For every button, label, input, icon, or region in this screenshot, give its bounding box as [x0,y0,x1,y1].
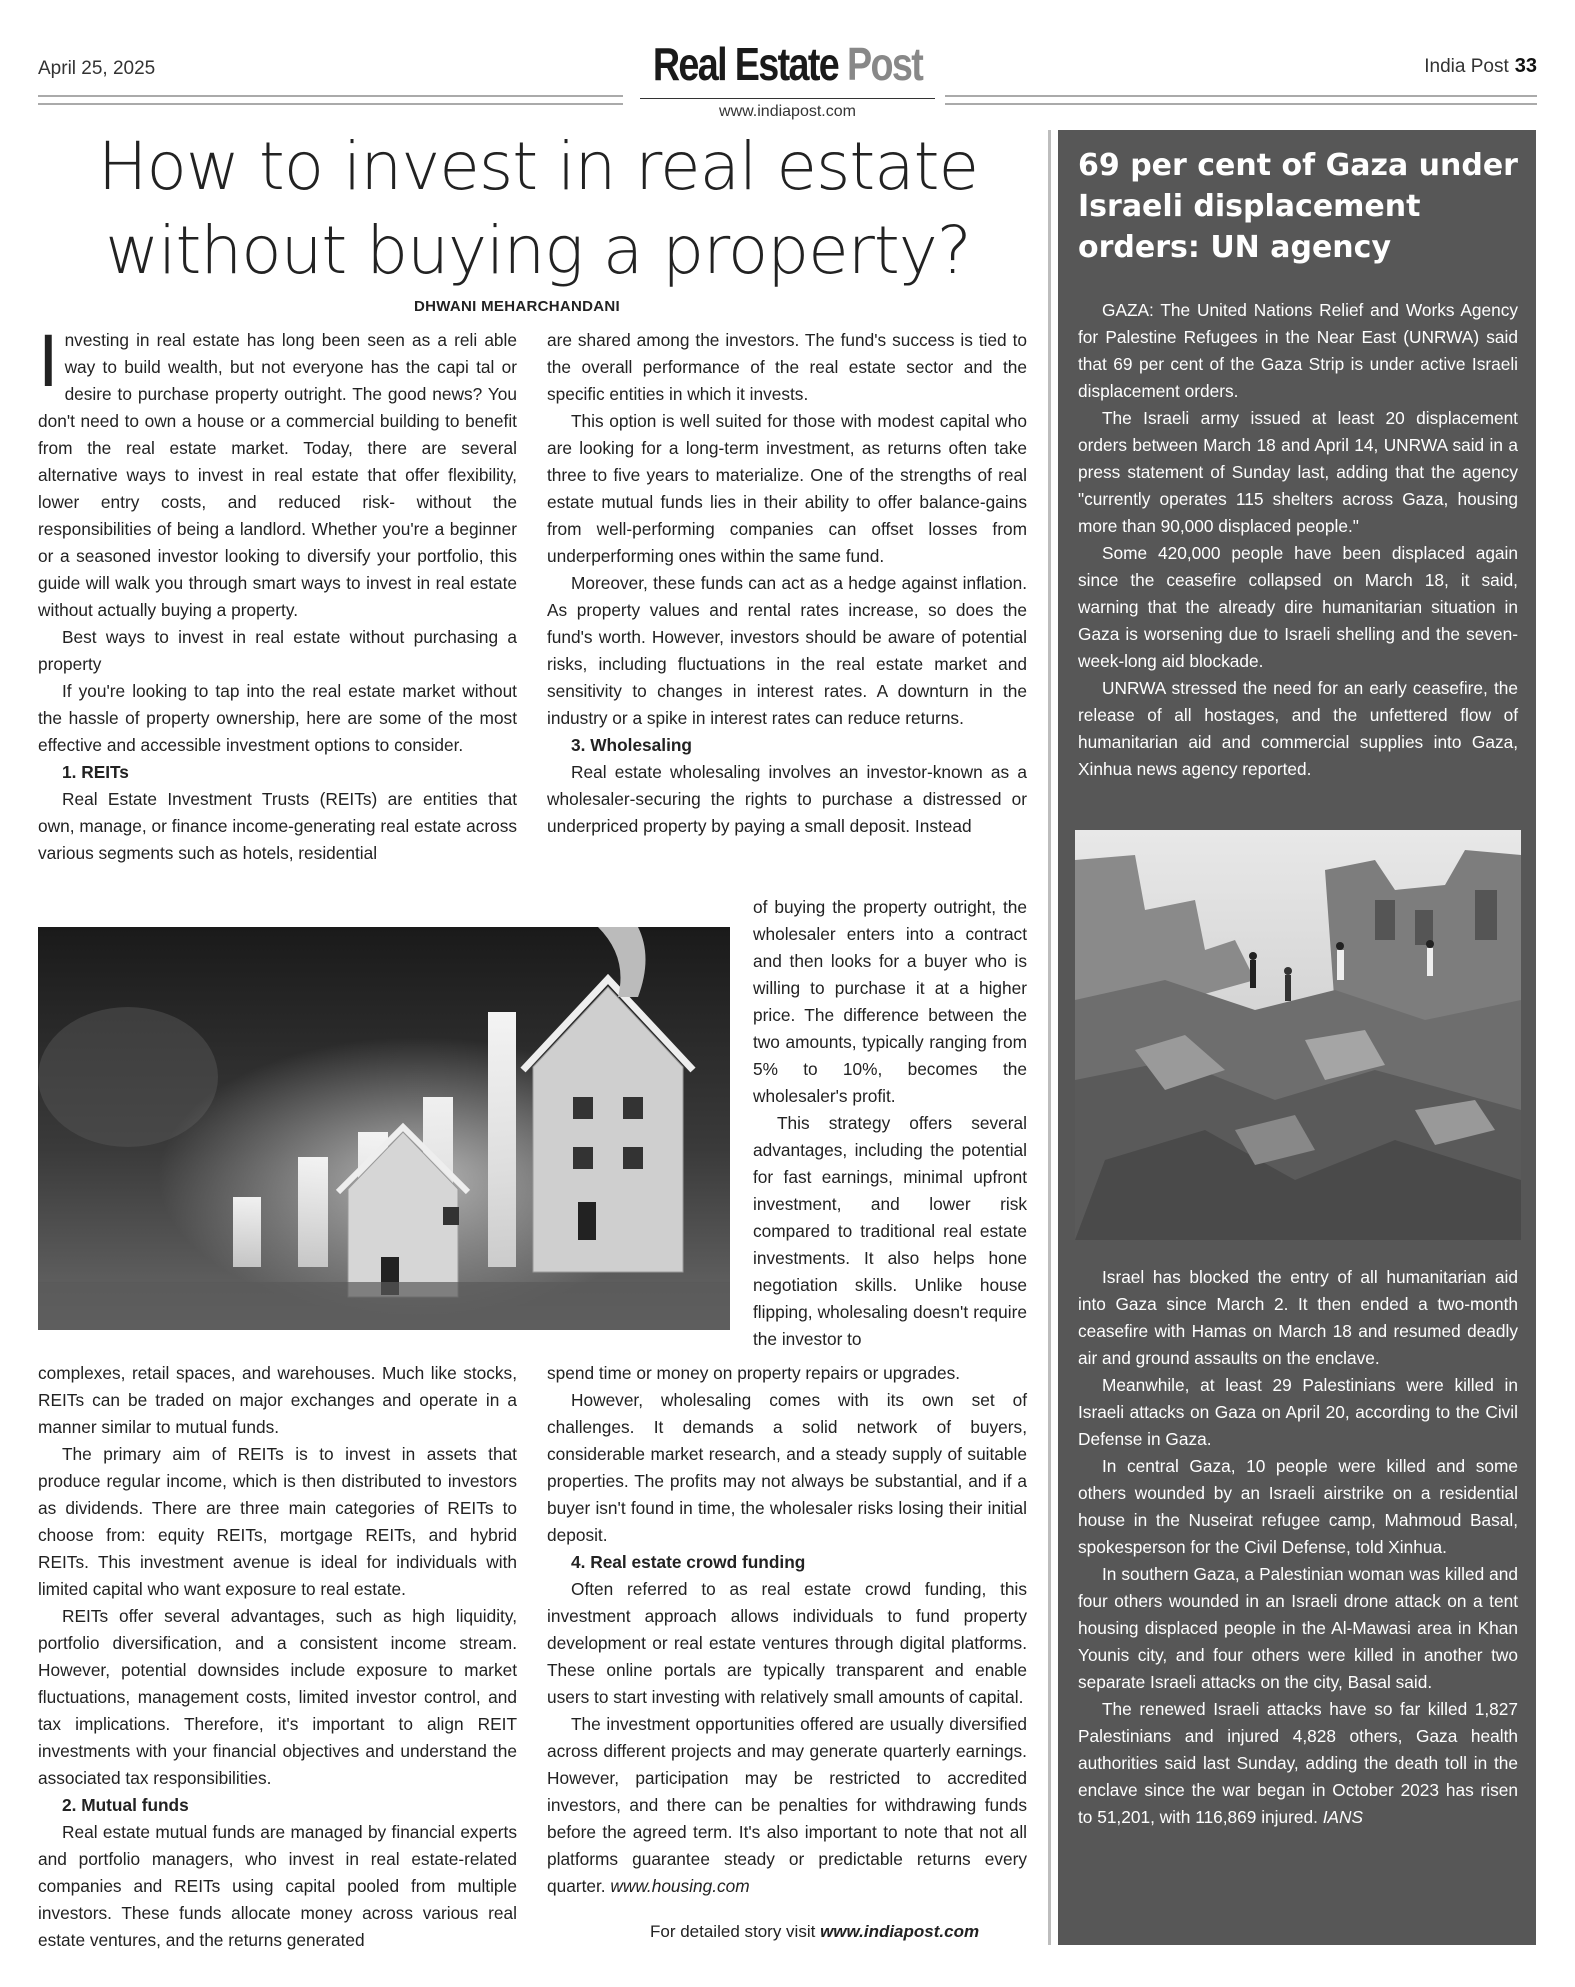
section-heading-mutual-funds: 2. Mutual funds [62,1795,189,1815]
houses-photo [38,927,730,1330]
section-heading-crowd-funding: 4. Real estate crowd funding [571,1552,806,1572]
footer-link[interactable] [650,1922,979,1942]
source-credit: www.housing.com [610,1876,750,1896]
article-column-2-narrow [753,894,1027,1353]
paragraph: spend time or money on property repairs or upgrades. [547,1363,961,1383]
article-column-2-bottom [547,1360,1027,1900]
masthead-text-secondary: Post [846,38,923,90]
page-number: 33 [1514,55,1537,77]
paragraph: nvesting in real estate has long been seen as a reli able way to build wealth, but not everyone has the capi tal or desire to purchase property outright. The good news? You don't need to own a house or a commercial building to benefit from the real estate market. Today, there are several alternative ways to invest in real estate that offer flexibility, lower entry costs, and reduced risk- without the responsibilities of being a landlord. Whether you're a beginner or a seasoned investor looking to diversify your portfolio, this guide will walk you through smart ways to invest in real estate without actually buying a property. [38,330,517,620]
footer-url[interactable]: www.indiapost.com [820,1922,980,1941]
paragraph: The Israeli army issued at least 20 displacement orders between March 18 and April 14, UNRWA said in a press statement of Sunday last, adding that the agency "currently operates 115 shelters across Gaza, housing more than 90,000 displaced people." [1078,408,1518,536]
sidebar-headline: 69 per cent of Gaza under Israeli displacement orders: UN agency [1078,148,1518,265]
publication-name: India Post [1424,56,1509,77]
paragraph-text: The investment opportunities offered are usually diversified across different projects and may generate quarterly earnings. However, participation may be restricted to accredited investors, and there can be penalties for withdrawing funds before the agreed term. It's also important to note that not all platforms guarantee steady or predictable returns every quarter. [547,1714,1027,1896]
article-column-1-bottom [38,1360,517,1954]
drop-cap: I [38,319,59,402]
paragraph: of buying the property outright, the wholesaler enters into a contract and then looks for a buyer who is willing to purchase it at a higher price. The difference between the two amounts, typically ranging from 5% to 10%, becomes the wholesaler's profit. [753,897,1027,1106]
paragraph: This strategy offers several advantages, including the potential for fast earnings, minimal upfront investment, and lower risk compared to traditional real estate investments. It also helps hone negotiation skills. Unlike house flipping, wholesaling doesn't require the investor to [753,1113,1027,1349]
header-url-link[interactable]: www.indiapost.com [640,98,935,121]
article-column-1-top [38,319,517,867]
article-title-line-2: without buying a property? [105,212,971,289]
byline: DHWANI MEHARCHANDANI [414,298,620,315]
rubble-scene-illustration [1075,830,1521,1240]
paragraph: Israel has blocked the entry of all humanitarian aid into Gaza since March 2. It then ended a two-month ceasefire with Hamas on March 18 and resumed deadly air and ground assaults on the enclave. [1078,1267,1518,1368]
paragraph: complexes, retail spaces, and warehouses. Much like stocks, REITs can be traded on major exchanges and operate in a manner similar to mutual funds. [38,1363,517,1437]
paragraph: UNRWA stressed the need for an early ceasefire, the release of all hostages, and the unfettered flow of humanitarian aid and commercial supplies into Gaza, Xinhua news agency reported. [1078,678,1518,779]
masthead-logo [634,34,942,94]
paragraph: Moreover, these funds can act as a hedge against inflation. As property values and rental rates increase, so does the fund's worth. However, investors should be aware of potential risks, including fluctuations in the real estate market and sensitivity to changes in interest rates. A downturn in the industry or a spike in interest rates can reduce returns. [547,573,1027,728]
paragraph: This option is well suited for those with modest capital who are looking for a long-term investment, as returns often take three to five years to materialize. One of the strengths of real estate mutual funds lies in their ability to offer balance-gains from well-performing companies can offset losses from underperforming ones within the same fund. [547,411,1027,566]
paragraph: In central Gaza, 10 people were killed and some others wounded by an Israeli airstrike on a residential house in the Nuseirat refugee camp, Mahmoud Basal, spokesperson for the Civil Defense, told Xinhua. [1078,1456,1518,1557]
paragraph: If you're looking to tap into the real estate market without the hassle of property ownership, here are some of the most effective and accessible investment options to consider. [38,681,517,755]
paragraph: However, wholesaling comes with its own set of challenges. It demands a solid network of buyers, considerable market research, and a steady supply of suitable properties. The profits may not always be substantial, and if a buyer isn't found in time, the wholesaler risks losing their initial deposit. [547,1390,1027,1545]
paragraph: In southern Gaza, a Palestinian woman was killed and four others wounded in an Israeli drone attack on a tent housing displaced people in the Al-Mawasi area in Khan Younis city, and four others were killed in another two separate Israeli attacks on the city, Basal said. [1078,1564,1518,1692]
sidebar-text-bottom [1078,1264,1518,1831]
column-divider [1048,130,1051,1945]
paragraph: REITs offer several advantages, such as high liquidity, portfolio diversification, and a consistent income stream. However, potential downsides include exposure to market fluctuations, management costs, limited investor control, and tax implications. Therefore, it's important to align REIT investments with your financial objectives and understand the associated tax responsibilities. [38,1606,517,1788]
paragraph: Some 420,000 people have been displaced again since the ceasefire collapsed on March 18, it said, warning that the already dire humanitarian situation in Gaza is worsening due to Israeli shelling and the seven-week-long aid blockade. [1078,543,1518,671]
houses-growth-illustration [38,927,730,1330]
paragraph: Meanwhile, at least 29 Palestinians were killed in Israeli attacks on Gaza on April 20, according to the Civil Defense in Gaza. [1078,1375,1518,1449]
page-info [1424,55,1537,78]
header-rule-left [38,95,623,105]
paragraph: The primary aim of REITs is to invest in assets that produce regular income, which is then distributed to investors as dividends. There are three main categories of REITs to choose from: equity REITs, mortgage REITs, and hybrid REITs. This investment avenue is ideal for individuals with limited capital who want exposure to real estate. [38,1444,517,1599]
section-heading-reits: 1. REITs [62,762,129,782]
paragraph: Real estate mutual funds are managed by financial experts and portfolio managers, who invest in real estate-related companies and REITs using capital pooled from multiple investors. These funds allocate money across various real estate ventures, and the returns generated [38,1822,517,1950]
paragraph: Often referred to as real estate crowd funding, this investment approach allows individuals to fund property development or real estate ventures through digital platforms. These online portals are typically transparent and enable users to start investing with relatively small amounts of capital. [547,1579,1027,1707]
paragraph: Real Estate Investment Trusts (REITs) are entities that own, manage, or finance income-generating real estate across various segments such as hotels, residential [38,789,517,863]
paragraph: Real estate wholesaling involves an investor-known as a wholesaler-securing the rights to purchase a distressed or underpriced property by paying a small deposit. Instead [547,762,1027,836]
paragraph [1078,1696,1518,1831]
article-title-line-1: How to invest in real estate [97,128,979,205]
header-rule-right [945,95,1537,105]
sidebar-text-top [1078,297,1518,783]
paragraph: are shared among the investors. The fund's success is tied to the overall performance of the real estate sector and the specific entities in which it invests. [547,330,1027,404]
gaza-rubble-photo [1075,830,1521,1240]
paragraph: Best ways to invest in real estate without purchasing a property [38,627,517,674]
agency-credit: IANS [1322,1807,1364,1827]
article-title [38,125,1038,293]
masthead-text-primary: Real Estate [652,38,839,90]
paragraph [547,1711,1027,1900]
article-column-2-top [547,327,1027,840]
section-heading-wholesaling: 3. Wholesaling [571,735,692,755]
paragraph-text: The renewed Israeli attacks have so far killed 1,827 Palestinians and injured 4,828 others, Gaza health authorities said last Sunday, adding the death toll in the enclave since the war began in October 2023 has risen to 51,201, with 116,869 injured. [1078,1699,1518,1827]
paragraph: GAZA: The United Nations Relief and Works Agency for Palestine Refugees in the Near East (UNRWA) said that 69 per cent of the Gaza Strip is under active Israeli displacement orders. [1078,300,1518,401]
footer-prefix: For detailed story visit [650,1922,816,1941]
issue-date: April 25, 2025 [38,58,156,79]
